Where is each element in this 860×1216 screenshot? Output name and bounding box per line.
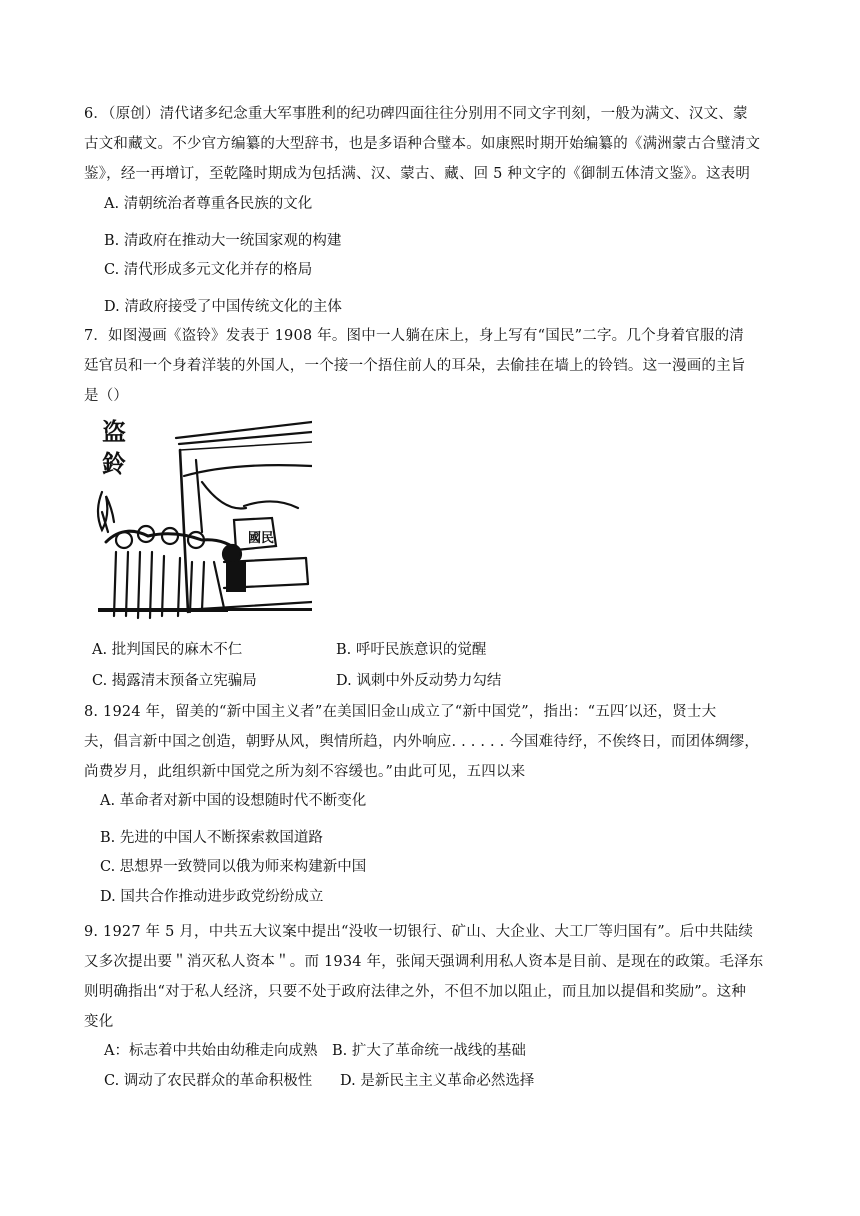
q6-stem-line-2: 古文和藏文。不少官方编纂的大型辞书，也是多语种合璧本。如康熙时期开始编纂的《满洲蒙古合璧清文 (84, 136, 761, 152)
q6-option-c: C. 清代形成多元文化并存的格局 (104, 262, 313, 278)
q9-option-d: D. 是新民主主义革命必然选择 (340, 1073, 535, 1089)
q7-option-c: C. 揭露清末预备立宪骗局 (92, 673, 257, 689)
q9-option-c: C. 调动了农民群众的革命积极性 (104, 1073, 313, 1089)
q6-option-d: D. 清政府接受了中国传统文化的主体 (104, 299, 342, 315)
q8-option-a: A. 革命者对新中国的设想随时代不断变化 (100, 793, 367, 809)
q7-option-a: A. 批判国民的麻木不仁 (92, 642, 243, 658)
q8-option-c: C. 思想界一致赞同以俄为师来构建新中国 (100, 859, 367, 875)
q8-stem-line-3: 尚费岁月，此组织新中国党之所为刻不容缓也。”由此可见，五四以来 (84, 764, 526, 780)
cartoon-image (84, 412, 312, 628)
q9-stem-line-4: 变化 (84, 1014, 114, 1030)
q8-option-d: D. 国共合作推动进步政党纷纷成立 (100, 889, 324, 905)
cartoon-drawing (84, 412, 312, 628)
cartoon-label-guomin: 國民 (248, 531, 275, 546)
q6-option-b: B. 清政府在推动大一统国家观的构建 (104, 233, 342, 249)
q9-stem-line-2: 又多次提出要＂消灭私人资本＂。而 1934 年，张闻天强调利用私人资本是目前、是现在的政策。毛泽东 (84, 954, 764, 970)
q7-stem-line-1: 7．如图漫画《盗铃》发表于 1908 年。图中一人躺在床上，身上写有“国民”二字。几个身着官服的清 (84, 328, 744, 344)
q7-option-d: D. 讽刺中外反动势力勾结 (336, 673, 502, 689)
q9-option-a: A：标志着中共始由幼稚走向成熟 (104, 1043, 318, 1059)
q7-stem-line-2: 廷官员和一个身着洋装的外国人，一个接一个捂住前人的耳朵，去偷挂在墙上的铃铛。这一漫画的主旨 (84, 358, 746, 374)
q6-stem-line-3: 鉴》，经一再增订，至乾隆时期成为包括满、汉、蒙古、藏、回 5 种文字的《御制五体清文鉴》。这表明 (84, 166, 751, 182)
q9-stem-line-1: 9. 1927 年 5 月，中共五大议案中提出“没收一切银行、矿山、大企业、大工厂等归国有”。后中共陆续 (84, 924, 754, 940)
cartoon-title-char-2: 鈴 (102, 449, 126, 478)
q9-option-b: B. 扩大了革命统一战线的基础 (332, 1043, 526, 1059)
q8-stem-line-2: 夫，倡言新中国之创造，朝野从风，舆情所趋，内外响应. . . . . . 今国难待纾，不俟终日，而团体绸缪， (84, 734, 760, 750)
q6-stem-line-1: 6．（原创）清代诸多纪念重大军事胜利的纪功碑四面往往分别用不同文字刊刻，一般为满文、汉文、蒙 (84, 106, 748, 122)
q8-stem-line-1: 8. 1924 年，留美的“新中国主义者”在美国旧金山成立了“新中国党”，指出：“五四′以还，贤士大 (84, 704, 717, 720)
q7-option-b: B. 呼吁民族意识的觉醒 (336, 642, 487, 658)
q8-option-b: B. 先进的中国人不断探索救国道路 (100, 830, 323, 846)
cartoon-title-char-1: 盗 (102, 417, 126, 446)
q6-option-a: A. 清朝统治者尊重各民族的文化 (104, 196, 313, 212)
q9-stem-line-3: 则明确指出“对于私人经济，只要不处于政府法律之外，不但不加以阻止，而且加以提倡和奖励”。这种 (84, 984, 747, 1000)
q7-stem-line-3: 是（） (84, 388, 129, 404)
